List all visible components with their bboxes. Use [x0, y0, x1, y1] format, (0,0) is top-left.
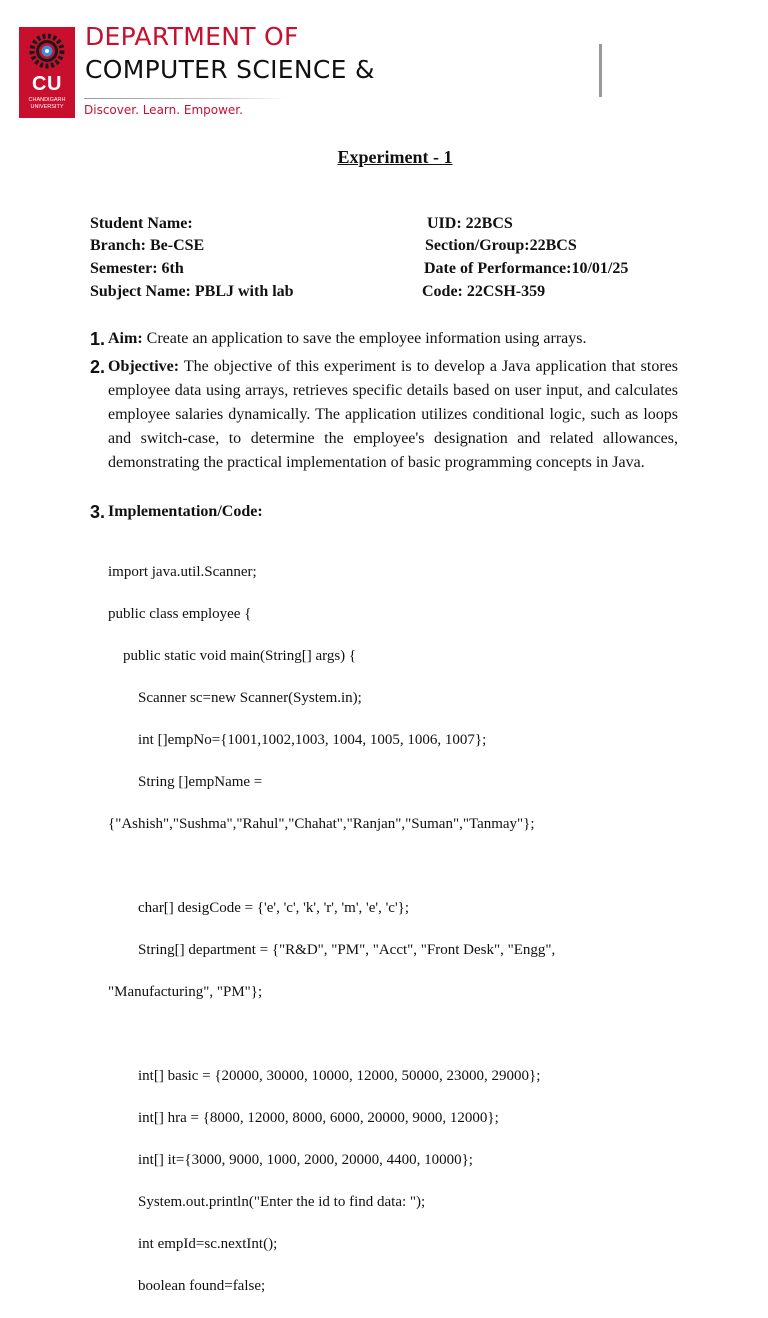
code-line: {"Ashish","Sushma","Rahul","Chahat","Ranjan","Suman","Tanmay"};	[108, 816, 535, 832]
department-title-line2: COMPUTER SCIENCE &	[85, 55, 375, 84]
code-line: System.out.println("Enter the id to find data: ");	[108, 1194, 426, 1210]
objective-text: The objective of this experiment is to develop a Java application that stores employee data using arrays, retrieves specific details based on user input, and calculates employee salaries dynamically. The application utilizes conditional logic, such as loops and switch-case, to determine the employee's designation and related allowances, demonstrating the practical implementation of basic programming concepts in Java.	[108, 358, 678, 471]
code-line: String[] department = {"R&D", "PM", "Acct", "Front Desk", "Engg",	[108, 942, 556, 958]
subject-code-field: Code: 22CSH-359	[422, 283, 546, 300]
aim-section	[90, 327, 678, 351]
code-line: int []empNo={1001,1002,1003, 1004, 1005, 1006, 1007};	[108, 732, 487, 748]
section-group-field: Section/Group:22BCS	[425, 237, 577, 254]
code-line: int[] it={3000, 9000, 1000, 2000, 20000, 4400, 10000};	[108, 1152, 473, 1168]
header-vertical-bar	[599, 44, 602, 97]
implementation-section	[90, 500, 678, 524]
logo-university-text: CHANDIGARH UNIVERSITY	[28, 97, 66, 110]
objective-section	[90, 355, 678, 475]
code-block	[108, 541, 728, 1318]
semester-field: Semester: 6th	[90, 260, 184, 277]
section-number: 2.	[90, 357, 106, 377]
code-line: int[] basic = {20000, 30000, 10000, 12000, 50000, 23000, 29000};	[108, 1068, 541, 1084]
subject-name-field: Subject Name: PBLJ with lab	[90, 283, 294, 300]
section-number: 3.	[90, 502, 106, 522]
department-title-line1: DEPARTMENT OF	[85, 22, 299, 51]
implementation-label: Implementation/Code:	[108, 503, 263, 520]
code-line: String []empName =	[108, 774, 263, 790]
experiment-title: Experiment - 1	[337, 147, 453, 167]
logo-cu-text: CU	[32, 73, 62, 95]
code-line: boolean found=false;	[108, 1278, 266, 1294]
aim-label: Aim:	[108, 330, 143, 347]
code-line: int empId=sc.nextInt();	[108, 1236, 278, 1252]
university-logo	[19, 27, 75, 118]
code-line: public static void main(String[] args) {	[108, 648, 357, 664]
student-name-label: Student Name:	[90, 215, 193, 232]
aim-text: Create an application to save the employee information using arrays.	[142, 330, 587, 347]
section-number: 1.	[90, 329, 106, 349]
uid-field: UID: 22BCS	[427, 215, 513, 232]
code-line	[108, 856, 728, 877]
gear-emblem-icon	[19, 27, 75, 73]
code-line: char[] desigCode = {'e', 'c', 'k', 'r', 'm', 'e', 'c'};	[108, 900, 410, 916]
code-line: import java.util.Scanner;	[108, 564, 257, 580]
code-line: "Manufacturing", "PM"};	[108, 984, 263, 1000]
code-line: public class employee {	[108, 606, 252, 622]
header-divider	[84, 98, 289, 99]
code-line: int[] hra = {8000, 12000, 8000, 6000, 20000, 9000, 12000};	[108, 1110, 499, 1126]
date-of-performance-field: Date of Performance:10/01/25	[424, 260, 629, 277]
branch-field: Branch: Be-CSE	[90, 237, 205, 254]
objective-label: Objective:	[108, 358, 180, 375]
code-line	[108, 1024, 728, 1045]
code-line: Scanner sc=new Scanner(System.in);	[108, 690, 362, 706]
university-tagline: Discover. Learn. Empower.	[84, 103, 243, 117]
